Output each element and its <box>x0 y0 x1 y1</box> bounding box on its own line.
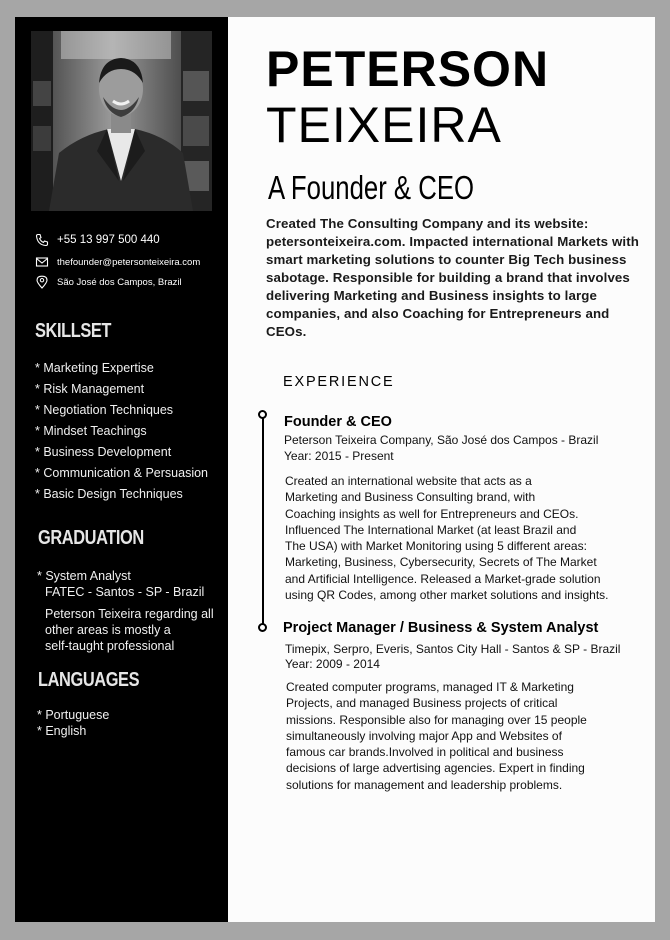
job-description-line: The USA) with Market Monitoring using 5 different areas: <box>285 539 587 554</box>
skillset-heading: SKILLSET <box>35 320 111 342</box>
job-description-line: missions. Responsible also for managing over 15 people <box>286 712 587 727</box>
role-title: A Founder & CEO <box>268 169 475 206</box>
last-name: TEIXEIRA <box>266 97 502 153</box>
skill-item: * Risk Management <box>35 382 145 396</box>
timeline-dot <box>258 623 267 632</box>
job-year: Year: 2009 - 2014 <box>285 657 380 671</box>
location-pin-icon <box>35 275 49 289</box>
graduation-degree: * System Analyst <box>37 569 131 583</box>
first-name: PETERSON <box>266 41 550 97</box>
phone-text: +55 13 997 500 440 <box>57 234 160 246</box>
contact-location <box>35 275 182 289</box>
graduation-block <box>37 568 214 654</box>
graduation-note-line: Peterson Teixeira regarding all <box>45 607 214 621</box>
language-item: * Portuguese <box>37 708 110 722</box>
job-description-line: Influenced The International Market (at least Brazil and <box>285 522 577 537</box>
graduation-note-line: other areas is mostly a <box>45 623 171 637</box>
job-description-line: solutions for management and leadership problems. <box>286 777 563 792</box>
main-content <box>228 17 655 922</box>
skill-item: * Marketing Expertise <box>35 361 154 375</box>
job-description-line: Created an international website that acts as a <box>285 474 532 488</box>
contact-email <box>35 255 200 269</box>
skill-item: * Mindset Teachings <box>35 424 147 438</box>
contact-phone <box>35 233 160 247</box>
sidebar <box>15 17 228 922</box>
languages-heading: LANGUAGES <box>38 669 140 691</box>
experience-heading: EXPERIENCE <box>283 374 395 390</box>
skillset-list <box>35 358 208 505</box>
profile-summary: Created The Consulting Company and its website: petersonteixeira.com. Impacted international Markets with smart marketing solutions to counter Big Tech business sabotage. Responsible for building a brand that involves delivering Marketing and Business insights to large companies, and also Coaching for Entrepreneurs and CEOs. <box>266 216 639 339</box>
job-description-line: Coaching insights as well for Entrepreneurs and CEOs. <box>285 506 579 521</box>
resume-page <box>15 17 655 922</box>
skill-item: * Negotiation Techniques <box>35 403 174 417</box>
skill-item: * Basic Design Techniques <box>35 487 183 501</box>
job-description-line: and Artificial Intelligence. Released a Market-grade solution <box>285 571 601 586</box>
languages-list <box>37 707 109 739</box>
job-year: Year: 2015 - Present <box>284 449 394 463</box>
profile-photo-image <box>31 31 212 211</box>
job-company: Peterson Teixeira Company, São José dos Campos - Brazil <box>284 433 599 447</box>
job-description-line: Created computer programs, managed IT & Marketing <box>286 680 574 694</box>
language-item: * English <box>37 724 87 738</box>
job-description-line: using QR Codes, among other market solutions and insights. <box>285 588 609 603</box>
job-description <box>286 679 587 793</box>
job-description-line: decisions of large advertising agencies. Expert in finding <box>286 761 585 776</box>
timeline-dot <box>258 410 267 419</box>
phone-icon <box>35 233 49 247</box>
graduation-school: FATEC - Santos - SP - Brazil <box>45 585 205 599</box>
email-text: thefounder@petersonteixeira.com <box>57 256 201 268</box>
mail-icon <box>35 255 49 269</box>
profile-photo <box>31 31 212 211</box>
job-description-line: simultaneously involving major App and Websites of <box>286 728 562 743</box>
skill-item: * Business Development <box>35 445 172 459</box>
job-company: Timepix, Serpro, Everis, Santos City Hall - Santos & SP - Brazil <box>285 642 621 656</box>
job-description-line: Marketing, Business, Cybersecurity, Secrets of The Market <box>285 555 597 570</box>
job-description-line: Projects, and managed Business projects of critical <box>286 696 558 711</box>
skill-item: * Communication & Persuasion <box>35 466 208 480</box>
graduation-heading: GRADUATION <box>38 527 144 549</box>
timeline-line <box>262 416 264 628</box>
location-text: São José dos Campos, Brazil <box>57 276 182 288</box>
job-description-line: famous car brands.Involved in political and business <box>286 745 564 760</box>
job-description-line: Marketing and Business Consulting brand, with <box>285 490 536 505</box>
job-title: Founder & CEO <box>284 414 392 430</box>
job-title: Project Manager / Business & System Analyst <box>283 620 599 636</box>
job-description <box>285 473 609 603</box>
graduation-note-line: self-taught professional <box>45 639 175 653</box>
